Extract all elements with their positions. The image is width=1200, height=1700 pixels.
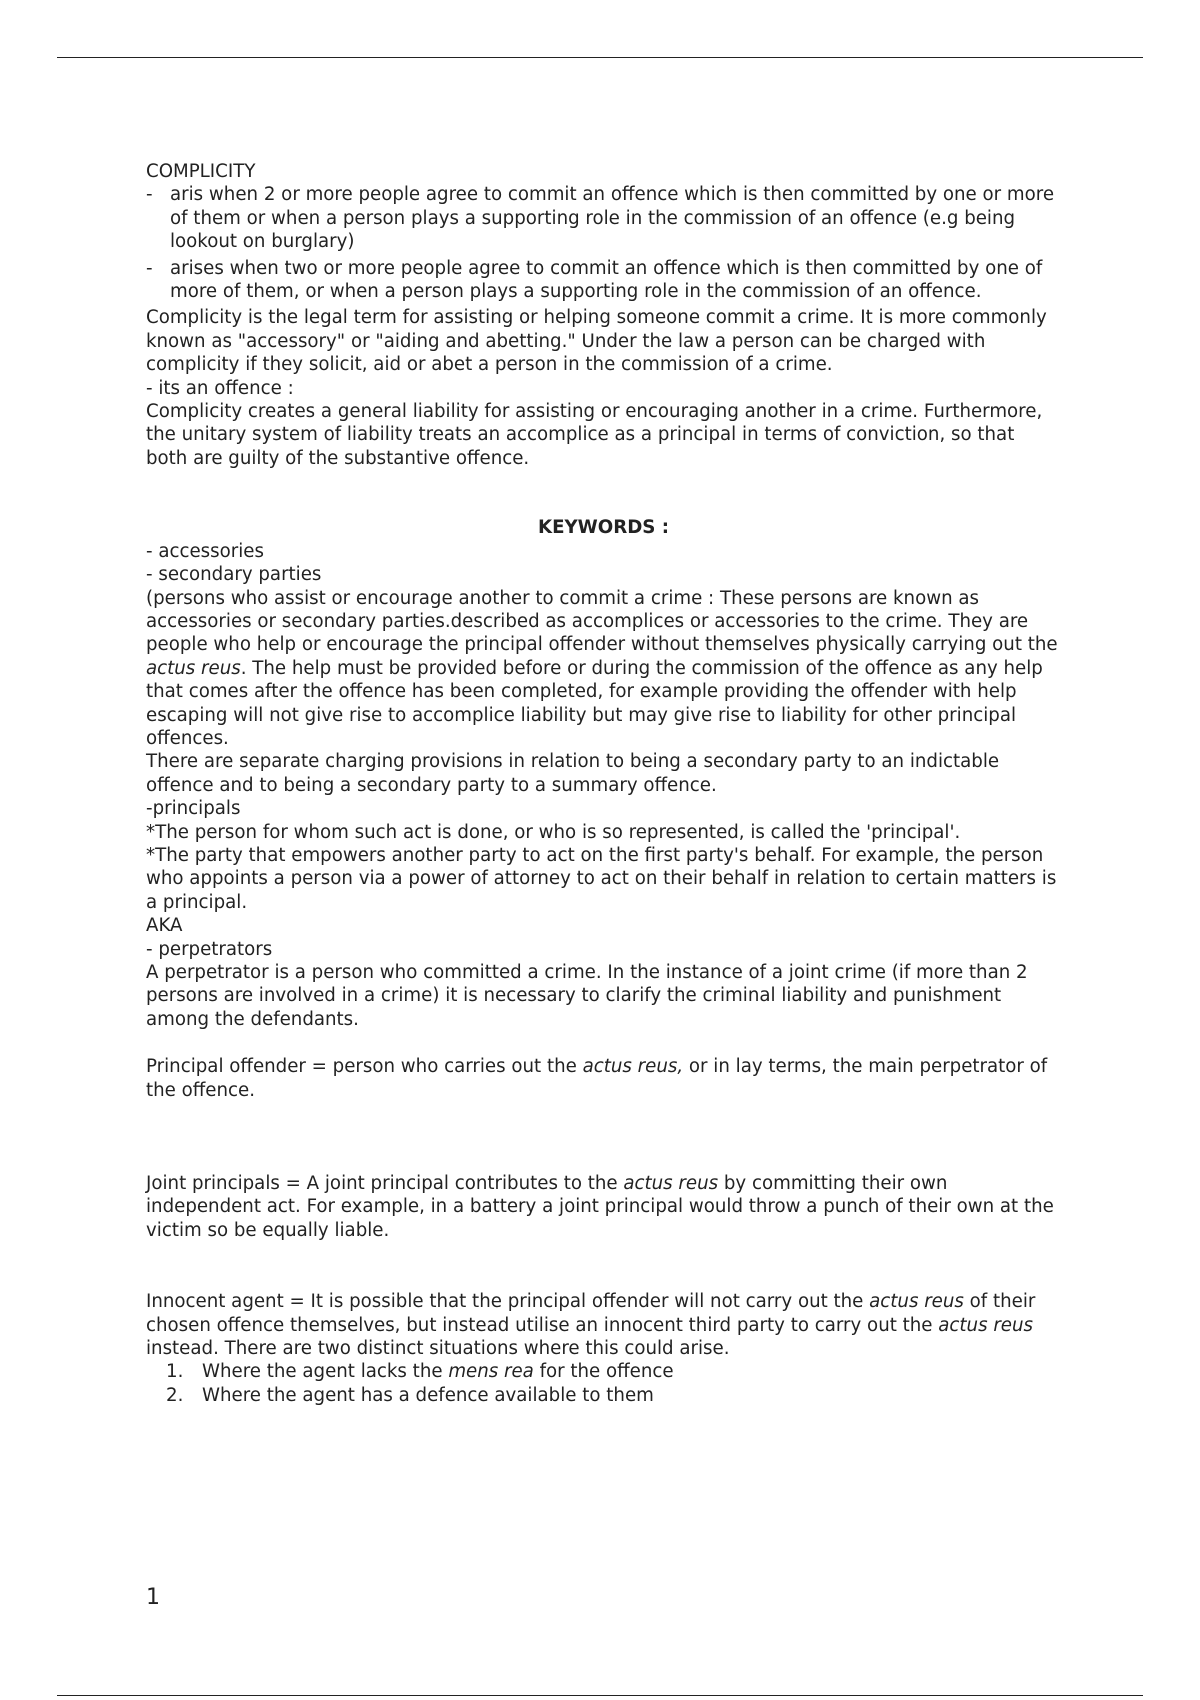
list-number: 1. (166, 1361, 184, 1383)
keyword-perpetrators: - perpetrators (146, 938, 273, 960)
keyword-secondary-parties: - secondary parties (146, 564, 322, 586)
its-offence-line: - its an offence : (146, 377, 294, 399)
keyword-accessories: - accessories (146, 540, 264, 562)
page-title: COMPLICITY (146, 161, 256, 182)
list-item (146, 257, 1061, 304)
list-item (146, 183, 1061, 253)
list-item-text: aris when 2 or more people agree to commit an offence which is then committed by one or more of them or when a person plays a supporting role in the commission of an offence (e.g being lookout on burglary) (170, 184, 1055, 253)
innocent-agent-paragraph: Innocent agent = It is possible that the principal offender will not carry out the actus reus of their chosen offence themselves, but instead utilise an innocent third party to carry out the actus reus instead. There are two distinct situations where this could arise. (146, 1291, 1036, 1360)
joint-principals-paragraph: Joint principals = A joint principal contributes to the actus reus by committing their own independent act. For example, in a battery a joint principal would throw a punch of their own at the victim so be equally liable. (146, 1173, 1054, 1241)
list-item-text: arises when two or more people agree to commit an offence which is then committed by one of more of them, or when a person plays a supporting role in the commission of an offence. (170, 257, 1043, 303)
list-number: 2. (166, 1384, 184, 1406)
footer-rule (57, 1695, 1143, 1696)
bullet-dash: - (146, 184, 153, 206)
header-rule (57, 57, 1143, 58)
page-number: 1 (146, 1585, 160, 1610)
complicity-definition: Complicity is the legal term for assisting or helping someone commit a crime. It is more commonly known as "accessory" or "aiding and abetting." Under the law a person can be charged with complicity if they solicit, aid or abet a person in the commission of a crime. (146, 307, 1047, 376)
list-item-text: Where the agent lacks the mens rea for the offence (202, 1361, 674, 1383)
accessory-description: (persons who assist or encourage another to commit a crime : These persons are known as accessories or secondary parties.described as accomplices or accessories to the crime. They are people who help or encourage the principal offender without themselves physically carrying out the actus reus. The help must be provided before or during the commission of the offence as any help that comes after the offence has been completed, for example providing the offender with help escaping will not give rise to accomplice liability but may give rise to liability for other principal offences. (146, 587, 1058, 749)
keyword-principals: -principals (146, 798, 241, 820)
bullet-dash: - (146, 257, 153, 279)
list-item (146, 1360, 1061, 1383)
list-item-text: Where the agent has a defence available to them (202, 1384, 654, 1406)
liability-paragraph: Complicity creates a general liability for assisting or encouraging another in a crime. Furthermore, the unitary system of liability treats an accomplice as a principal in terms of conviction, so that both are guilty of the substantive offence. (146, 401, 1043, 469)
principal-definition-2: *The party that empowers another party to act on the first party's behalf. For example, the person who appoints a person via a power of attorney to act on their behalf in relation to certain matters is a principal. (146, 844, 1057, 913)
principal-offender-paragraph: Principal offender = person who carries out the actus reus, or in lay terms, the main perpetrator of the offence. (146, 1056, 1048, 1101)
list-item (146, 1384, 1061, 1407)
principal-definition-1: *The person for whom such act is done, or who is so represented, is called the 'principal'. (146, 821, 961, 843)
aka-label: AKA (146, 915, 183, 937)
keywords-heading: KEYWORDS : (537, 517, 670, 539)
perpetrator-definition: A perpetrator is a person who committed a crime. In the instance of a joint crime (if more than 2 persons are involved in a crime) it is necessary to clarify the criminal liability and punishment among the defendants. (146, 962, 1028, 1030)
document-body (146, 160, 1061, 1407)
separate-charging-paragraph: There are separate charging provisions in relation to being a secondary party to an indictable offence and to being a secondary party to a summary offence. (146, 751, 1000, 796)
